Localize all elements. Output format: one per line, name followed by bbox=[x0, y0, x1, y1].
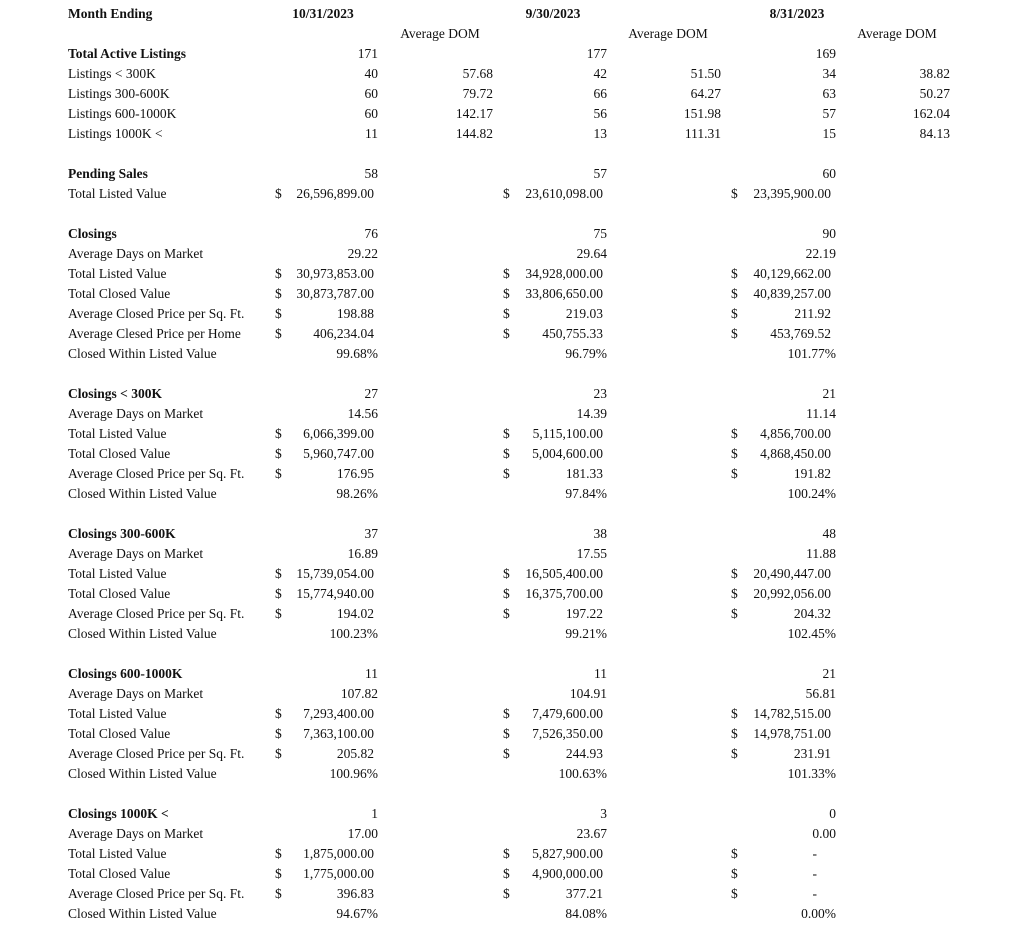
row-value: 102.45% bbox=[787, 626, 836, 641]
row-value: 450,755.33 bbox=[542, 326, 603, 341]
row-label: Closed Within Listed Value bbox=[68, 626, 217, 641]
row-label: Total Listed Value bbox=[68, 846, 167, 861]
currency-symbol: $ bbox=[731, 746, 738, 761]
section-total-value: 90 bbox=[822, 226, 836, 241]
row-value: 100.23% bbox=[329, 626, 378, 641]
row-value: 7,479,600.00 bbox=[532, 706, 603, 721]
section-title: Closings 300-600K bbox=[68, 526, 176, 541]
row-value: 181.33 bbox=[565, 466, 603, 481]
currency-symbol: $ bbox=[275, 286, 282, 301]
currency-symbol: $ bbox=[503, 466, 510, 481]
row-value: 20,490,447.00 bbox=[753, 566, 831, 581]
currency-symbol: $ bbox=[731, 866, 738, 881]
row-value: 5,115,100.00 bbox=[532, 426, 603, 441]
row-value: 100.63% bbox=[558, 766, 607, 781]
row-value: 16,375,700.00 bbox=[525, 586, 603, 601]
row-value: 101.33% bbox=[787, 766, 836, 781]
currency-symbol: $ bbox=[731, 586, 738, 601]
row-value: - bbox=[812, 886, 817, 901]
section-total-value: 37 bbox=[364, 526, 378, 541]
row-value: 7,526,350.00 bbox=[532, 726, 603, 741]
section-total-value: 169 bbox=[815, 46, 836, 61]
row-label: Average Closed Price per Sq. Ft. bbox=[68, 466, 245, 481]
row-value: 40 bbox=[364, 66, 378, 81]
row-value: 104.91 bbox=[569, 686, 607, 701]
currency-symbol: $ bbox=[275, 186, 282, 201]
row-value: 194.02 bbox=[336, 606, 374, 621]
currency-symbol: $ bbox=[275, 566, 282, 581]
section-total-value: 27 bbox=[364, 386, 378, 401]
row-value: 17.55 bbox=[576, 546, 607, 561]
row-value: 23,610,098.00 bbox=[525, 186, 603, 201]
row-value: 16.89 bbox=[347, 546, 378, 561]
section-title: Closings 1000K < bbox=[68, 806, 169, 821]
period-date-header: 9/30/2023 bbox=[525, 6, 581, 21]
currency-symbol: $ bbox=[275, 746, 282, 761]
average-dom-value: 162.04 bbox=[912, 106, 950, 121]
row-label: Listings 600-1000K bbox=[68, 106, 177, 121]
section-title: Total Active Listings bbox=[68, 46, 187, 61]
row-label: Total Closed Value bbox=[68, 586, 171, 601]
row-value: 5,827,900.00 bbox=[532, 846, 603, 861]
section-total-value: 23 bbox=[593, 386, 607, 401]
section-total-value: 21 bbox=[822, 666, 836, 681]
row-value: 396.83 bbox=[336, 886, 374, 901]
currency-symbol: $ bbox=[731, 446, 738, 461]
section-title: Closings 600-1000K bbox=[68, 666, 183, 681]
average-dom-value: 79.72 bbox=[462, 86, 493, 101]
currency-symbol: $ bbox=[503, 706, 510, 721]
currency-symbol: $ bbox=[731, 886, 738, 901]
currency-symbol: $ bbox=[275, 466, 282, 481]
row-value: 0.00 bbox=[812, 826, 836, 841]
average-dom-value: 151.98 bbox=[683, 106, 721, 121]
average-dom-value: 38.82 bbox=[919, 66, 950, 81]
row-value: - bbox=[812, 866, 817, 881]
row-value: 406,234.04 bbox=[313, 326, 374, 341]
average-dom-value: 111.31 bbox=[684, 126, 721, 141]
row-value: 11 bbox=[365, 126, 378, 141]
section-title: Pending Sales bbox=[68, 166, 148, 181]
average-dom-header: Average DOM bbox=[400, 26, 480, 41]
row-label: Closed Within Listed Value bbox=[68, 346, 217, 361]
currency-symbol: $ bbox=[731, 606, 738, 621]
currency-symbol: $ bbox=[731, 306, 738, 321]
row-label: Total Listed Value bbox=[68, 426, 167, 441]
average-dom-header: Average DOM bbox=[628, 26, 708, 41]
section-total-value: 171 bbox=[357, 46, 378, 61]
average-dom-value: 50.27 bbox=[919, 86, 950, 101]
row-label: Total Listed Value bbox=[68, 186, 167, 201]
currency-symbol: $ bbox=[503, 426, 510, 441]
section-total-value: 58 bbox=[364, 166, 378, 181]
row-label: Total Closed Value bbox=[68, 866, 171, 881]
currency-symbol: $ bbox=[503, 586, 510, 601]
currency-symbol: $ bbox=[731, 706, 738, 721]
currency-symbol: $ bbox=[503, 606, 510, 621]
row-value: 22.19 bbox=[805, 246, 836, 261]
average-dom-value: 51.50 bbox=[690, 66, 721, 81]
currency-symbol: $ bbox=[275, 606, 282, 621]
average-dom-value: 57.68 bbox=[462, 66, 493, 81]
section-total-value: 48 bbox=[822, 526, 836, 541]
row-value: 23,395,900.00 bbox=[753, 186, 831, 201]
currency-symbol: $ bbox=[731, 726, 738, 741]
currency-symbol: $ bbox=[275, 846, 282, 861]
row-value: 14,782,515.00 bbox=[753, 706, 831, 721]
row-label: Average Closed Price per Sq. Ft. bbox=[68, 306, 245, 321]
row-value: 377.21 bbox=[565, 886, 603, 901]
row-value: 4,900,000.00 bbox=[532, 866, 603, 881]
row-value: 231.91 bbox=[793, 746, 831, 761]
currency-symbol: $ bbox=[503, 266, 510, 281]
section-total-value: 3 bbox=[600, 806, 607, 821]
currency-symbol: $ bbox=[503, 306, 510, 321]
row-value: 244.93 bbox=[565, 746, 603, 761]
row-value: 204.32 bbox=[793, 606, 831, 621]
row-value: 26,596,899.00 bbox=[296, 186, 374, 201]
row-value: 100.24% bbox=[787, 486, 836, 501]
currency-symbol: $ bbox=[731, 846, 738, 861]
section-total-value: 57 bbox=[593, 166, 607, 181]
section-total-value: 11 bbox=[365, 666, 378, 681]
row-value: 20,992,056.00 bbox=[753, 586, 831, 601]
average-dom-value: 84.13 bbox=[919, 126, 950, 141]
row-value: 23.67 bbox=[576, 826, 607, 841]
section-total-value: 76 bbox=[364, 226, 378, 241]
row-value: 98.26% bbox=[336, 486, 378, 501]
row-label: Closed Within Listed Value bbox=[68, 486, 217, 501]
row-value: 16,505,400.00 bbox=[525, 566, 603, 581]
row-value: 107.82 bbox=[340, 686, 378, 701]
section-total-value: 60 bbox=[822, 166, 836, 181]
section-title: Closings < 300K bbox=[68, 386, 162, 401]
currency-symbol: $ bbox=[503, 446, 510, 461]
row-label: Average Clesed Price per Home bbox=[68, 326, 241, 341]
row-label: Average Days on Market bbox=[68, 826, 204, 841]
row-value: 30,973,853.00 bbox=[296, 266, 374, 281]
row-value: 14.56 bbox=[347, 406, 378, 421]
row-label: Total Listed Value bbox=[68, 266, 167, 281]
row-value: 56.81 bbox=[805, 686, 836, 701]
row-value: 34 bbox=[822, 66, 836, 81]
row-label: Average Closed Price per Sq. Ft. bbox=[68, 886, 245, 901]
currency-symbol: $ bbox=[503, 726, 510, 741]
row-value: 17.00 bbox=[347, 826, 378, 841]
row-value: 66 bbox=[593, 86, 607, 101]
row-value: 99.21% bbox=[565, 626, 607, 641]
row-value: 96.79% bbox=[565, 346, 607, 361]
row-value: 191.82 bbox=[793, 466, 831, 481]
currency-symbol: $ bbox=[503, 886, 510, 901]
currency-symbol: $ bbox=[731, 426, 738, 441]
row-label: Average Closed Price per Sq. Ft. bbox=[68, 606, 245, 621]
row-value: 30,873,787.00 bbox=[296, 286, 374, 301]
row-label: Average Days on Market bbox=[68, 686, 204, 701]
row-label: Total Closed Value bbox=[68, 726, 171, 741]
row-value: 15,739,054.00 bbox=[296, 566, 374, 581]
row-value: 57 bbox=[822, 106, 836, 121]
currency-symbol: $ bbox=[731, 466, 738, 481]
currency-symbol: $ bbox=[731, 326, 738, 341]
row-value: 60 bbox=[364, 106, 378, 121]
row-label: Total Closed Value bbox=[68, 286, 171, 301]
row-value: 100.96% bbox=[329, 766, 378, 781]
row-value: 205.82 bbox=[336, 746, 374, 761]
row-value: 13 bbox=[593, 126, 607, 141]
section-title: Closings bbox=[68, 226, 117, 241]
row-value: 56 bbox=[593, 106, 607, 121]
row-value: 29.64 bbox=[576, 246, 607, 261]
section-total-value: 75 bbox=[593, 226, 607, 241]
row-value: 94.67% bbox=[336, 906, 378, 921]
row-value: 97.84% bbox=[565, 486, 607, 501]
row-value: 453,769.52 bbox=[770, 326, 831, 341]
section-total-value: 21 bbox=[822, 386, 836, 401]
currency-symbol: $ bbox=[275, 266, 282, 281]
month-ending-label: Month Ending bbox=[68, 6, 153, 21]
row-value: 4,856,700.00 bbox=[760, 426, 831, 441]
row-value: 14.39 bbox=[576, 406, 607, 421]
row-value: 40,839,257.00 bbox=[753, 286, 831, 301]
row-value: 6,066,399.00 bbox=[303, 426, 374, 441]
period-date-header: 8/31/2023 bbox=[769, 6, 825, 21]
row-value: 101.77% bbox=[787, 346, 836, 361]
section-total-value: 11 bbox=[594, 666, 607, 681]
currency-symbol: $ bbox=[275, 706, 282, 721]
currency-symbol: $ bbox=[275, 326, 282, 341]
row-value: 1,875,000.00 bbox=[303, 846, 374, 861]
row-value: 176.95 bbox=[336, 466, 374, 481]
row-label: Total Listed Value bbox=[68, 706, 167, 721]
row-value: 60 bbox=[364, 86, 378, 101]
currency-symbol: $ bbox=[275, 306, 282, 321]
row-label: Average Days on Market bbox=[68, 406, 204, 421]
section-total-value: 1 bbox=[371, 806, 378, 821]
row-value: 11.14 bbox=[806, 406, 836, 421]
row-value: 42 bbox=[593, 66, 607, 81]
row-label: Listings < 300K bbox=[68, 66, 156, 81]
row-label: Closed Within Listed Value bbox=[68, 766, 217, 781]
row-label: Listings 300-600K bbox=[68, 86, 170, 101]
section-total-value: 0 bbox=[829, 806, 836, 821]
row-value: 1,775,000.00 bbox=[303, 866, 374, 881]
row-value: 7,363,100.00 bbox=[303, 726, 374, 741]
row-label: Listings 1000K < bbox=[68, 126, 163, 141]
row-value: 219.03 bbox=[565, 306, 603, 321]
row-value: 5,004,600.00 bbox=[532, 446, 603, 461]
average-dom-value: 142.17 bbox=[455, 106, 493, 121]
row-label: Average Days on Market bbox=[68, 546, 204, 561]
currency-symbol: $ bbox=[503, 186, 510, 201]
row-label: Total Closed Value bbox=[68, 446, 171, 461]
currency-symbol: $ bbox=[731, 186, 738, 201]
row-value: 4,868,450.00 bbox=[760, 446, 831, 461]
row-value: 15 bbox=[822, 126, 836, 141]
row-value: 84.08% bbox=[565, 906, 607, 921]
row-value: 198.88 bbox=[336, 306, 374, 321]
row-value: 11.88 bbox=[806, 546, 836, 561]
row-value: 29.22 bbox=[347, 246, 378, 261]
average-dom-value: 144.82 bbox=[455, 126, 493, 141]
row-label: Total Listed Value bbox=[68, 566, 167, 581]
row-value: 14,978,751.00 bbox=[753, 726, 831, 741]
row-value: 33,806,650.00 bbox=[525, 286, 603, 301]
currency-symbol: $ bbox=[731, 286, 738, 301]
row-label: Average Days on Market bbox=[68, 246, 204, 261]
currency-symbol: $ bbox=[275, 426, 282, 441]
currency-symbol: $ bbox=[503, 326, 510, 341]
row-value: 0.00% bbox=[801, 906, 836, 921]
row-value: 197.22 bbox=[565, 606, 603, 621]
currency-symbol: $ bbox=[275, 446, 282, 461]
average-dom-header: Average DOM bbox=[857, 26, 937, 41]
row-value: 211.92 bbox=[794, 306, 831, 321]
row-label: Average Closed Price per Sq. Ft. bbox=[68, 746, 245, 761]
currency-symbol: $ bbox=[275, 726, 282, 741]
row-value: 15,774,940.00 bbox=[296, 586, 374, 601]
row-value: 5,960,747.00 bbox=[303, 446, 374, 461]
row-value: 99.68% bbox=[336, 346, 378, 361]
currency-symbol: $ bbox=[731, 266, 738, 281]
row-label: Closed Within Listed Value bbox=[68, 906, 217, 921]
average-dom-value: 64.27 bbox=[690, 86, 721, 101]
period-date-header: 10/31/2023 bbox=[292, 6, 354, 21]
currency-symbol: $ bbox=[731, 566, 738, 581]
currency-symbol: $ bbox=[503, 746, 510, 761]
currency-symbol: $ bbox=[503, 846, 510, 861]
currency-symbol: $ bbox=[275, 886, 282, 901]
row-value: 63 bbox=[822, 86, 836, 101]
currency-symbol: $ bbox=[503, 286, 510, 301]
row-value: 34,928,000.00 bbox=[525, 266, 603, 281]
currency-symbol: $ bbox=[503, 566, 510, 581]
currency-symbol: $ bbox=[275, 866, 282, 881]
section-total-value: 38 bbox=[593, 526, 607, 541]
row-value: - bbox=[812, 846, 817, 861]
row-value: 40,129,662.00 bbox=[753, 266, 831, 281]
currency-symbol: $ bbox=[503, 866, 510, 881]
section-total-value: 177 bbox=[586, 46, 607, 61]
row-value: 7,293,400.00 bbox=[303, 706, 374, 721]
currency-symbol: $ bbox=[275, 586, 282, 601]
